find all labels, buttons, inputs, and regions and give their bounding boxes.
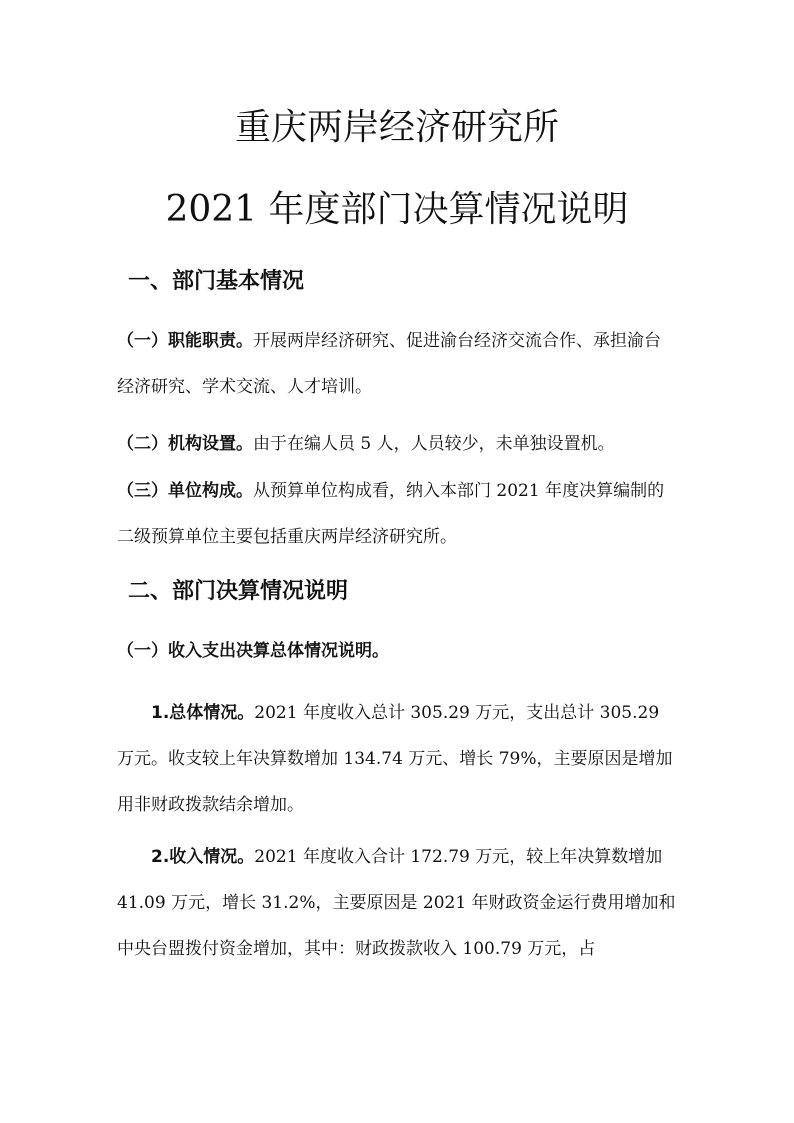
paragraph-income-text: 2021 年度收入合计 172.79 万元，较上年决算数增加 41.09 万元，增长 31.2%，主要原因是 2021 年财政资金运行费用增加和中央台盟拨付资金增加，其中：财政拨款收入 100.79 万元，占 bbox=[117, 847, 676, 959]
section1-heading: 一、部门基本情况 bbox=[128, 269, 305, 294]
paragraph-duties-text: 开展两岸经济研究、促进渝台经济交流合作、承担渝台经济研究、学术交流、人才培训。 bbox=[117, 331, 661, 397]
paragraph-composition bbox=[117, 468, 677, 560]
paragraph-overall bbox=[117, 690, 677, 828]
document-title-line1: 重庆两岸经济研究所 bbox=[234, 107, 559, 148]
document-title-line2: 2021 年度部门决算情况说明 bbox=[165, 189, 629, 230]
section2-heading: 二、部门决算情况说明 bbox=[128, 579, 349, 604]
paragraph-structure-label: （二）机构设置。 bbox=[117, 434, 253, 454]
paragraph-overall-text: 2021 年度收入总计 305.29 万元，支出总计 305.29 万元。收支较上年决算数增加 134.74 万元、增长 79%，主要原因是增加用非财政拨款结余增加。 bbox=[117, 703, 673, 815]
paragraph-duties-label: （一）职能职责。 bbox=[117, 331, 253, 351]
paragraph-composition-label: （三）单位构成。 bbox=[117, 481, 253, 501]
paragraph-composition-text: 从预算单位构成看，纳入本部门 2021 年度决算编制的二级预算单位主要包括重庆两岸经济研究所。 bbox=[117, 481, 665, 547]
paragraph-structure-text: 由于在编人员 5 人，人员较少，未单独设置机。 bbox=[253, 434, 615, 454]
paragraph-overall-label: 1.总体情况。 bbox=[151, 703, 255, 723]
section2-sub-heading: （一）收入支出决算总体情况说明。 bbox=[117, 641, 389, 661]
paragraph-structure bbox=[117, 421, 677, 467]
paragraph-income-label: 2.收入情况。 bbox=[151, 847, 255, 867]
paragraph-duties bbox=[117, 318, 677, 410]
paragraph-income bbox=[117, 834, 677, 972]
